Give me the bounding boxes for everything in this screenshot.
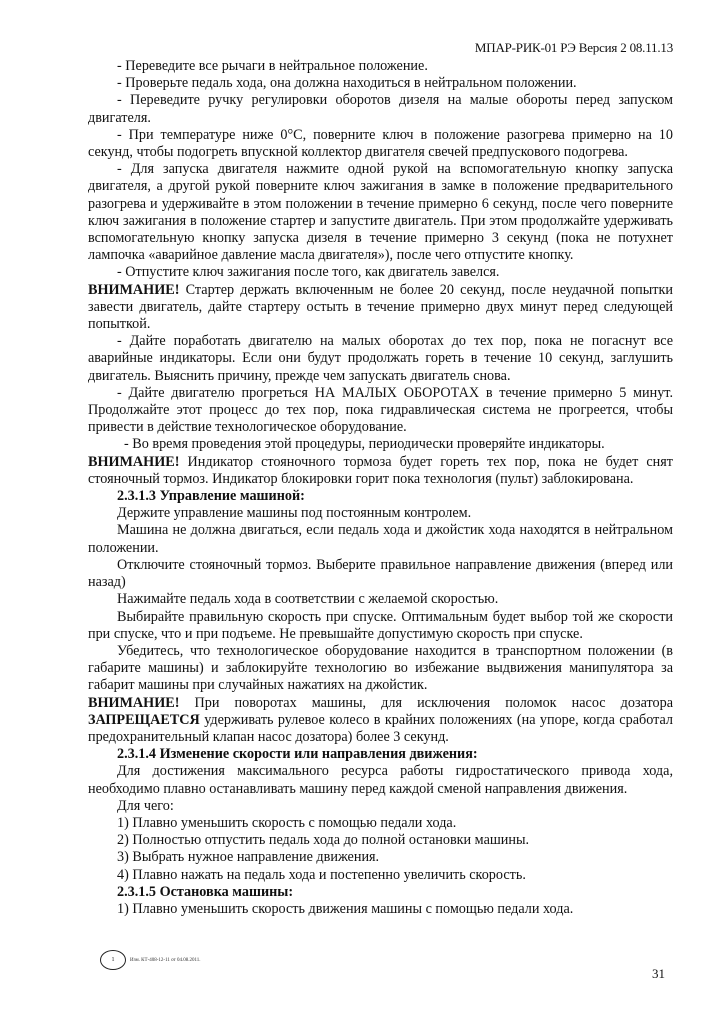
list-item: 3) Выбрать нужное направление движения.	[117, 849, 380, 866]
section-heading: 2.3.1.4 Изменение скорости или направления движения:	[117, 746, 478, 763]
body-paragraph: - Проверьте педаль хода, она должна находиться в нейтральном положении.	[117, 75, 577, 92]
warning-paragraph	[88, 695, 673, 747]
list-item: Для чего:	[117, 797, 174, 814]
body-paragraph: Для достижения максимального ресурса работы гидростатического привода хода, необходимо плавно останавливать машину перед каждой сменой направления движения.	[88, 763, 673, 797]
revision-note: Изм. КТ-408-12-11 от 04.08.2011.	[130, 957, 201, 963]
warning-text: Стартер держать включенным не более 20 секунд, после неудачной попытки завести двигатель, дайте стартеру остыть в течение примерно двух минут перед следующей попыткой.	[88, 281, 673, 333]
warning-label: ВНИМАНИЕ!	[88, 453, 180, 470]
body-paragraph: - Для запуска двигателя нажмите одной рукой на вспомогательную кнопку запуска двигателя, а другой рукой поверните ключ зажигания в замке в положение предварительного разогрева и удерживайте в этом положении в течение примерно 6 секунд, после чего поверните ключ зажигания в положение стартер и запустите двигатель. При этом продолжайте удерживать вспомогательную кнопку запуска дизеля в течение примерно 3 секунд (пока не потухнет лампочка «аварийное давление масла двигателя»), после чего отпустите кнопку.	[88, 161, 673, 264]
body-paragraph: Держите управление машины под постоянным контролем.	[117, 505, 472, 522]
warning-paragraph	[88, 454, 673, 488]
body-paragraph: Выбирайте правильную скорость при спуске. Оптимальным будет выбор той же скорости при спуске, что и при подъеме. Не превышайте допустимую скорость при спуске.	[88, 608, 673, 642]
body-paragraph: - Во время проведения этой процедуры, периодически проверяйте индикаторы.	[124, 436, 605, 453]
revision-stamp	[100, 950, 201, 970]
section-heading: 2.3.1.5 Остановка машины:	[117, 883, 294, 900]
list-item: 4) Плавно нажать на педаль хода и постепенно увеличить скорость.	[117, 866, 526, 883]
body-paragraph: - При температуре ниже 0°С, поверните ключ в положение разогрева примерно на 10 секунд, чтобы подогреть впускной коллектор двигателя свечей предпускового подогрева.	[88, 126, 673, 161]
list-item: 1) Плавно уменьшить скорость движения машины с помощью педали хода.	[117, 900, 574, 917]
body-paragraph: Машина не должна двигаться, если педаль хода и джойстик хода находятся в нейтральном положении.	[88, 522, 673, 556]
page-number: 31	[652, 966, 665, 981]
warning-label: ВНИМАНИЕ!	[88, 281, 180, 298]
body-paragraph: Убедитесь, что технологическое оборудование находится в транспортном положении (в габарите машины) и заблокируйте технологию во избежание выдвижения манипулятора за габарит машины при случайных нажатиях на джойстик.	[88, 642, 673, 694]
warning-paragraph	[88, 282, 673, 334]
revision-circle: 1	[100, 950, 126, 970]
body-paragraph: - Переведите все рычаги в нейтральное положение.	[117, 58, 428, 74]
body-paragraph: - Дайте поработать двигателю на малых оборотах до тех пор, пока не погаснут все аварийные индикаторы. Если они будут продолжать гореть в течение 10 секунд, заглушить двигатель. Выяснить причину, прежде чем запускать двигатель снова.	[88, 333, 673, 384]
warning-text: Индикатор стояночного тормоза будет гореть тех пор, пока не будет снят стояночный тормоз. Индикатор блокировки горит пока технология (пульт) заблокирована.	[88, 453, 673, 487]
list-item: 1) Плавно уменьшить скорость с помощью педали хода.	[117, 814, 457, 831]
prohibition-label: ЗАПРЕЩАЕТСЯ	[88, 711, 200, 728]
document-body	[88, 58, 673, 918]
warning-text-cont: удерживать рулевое колесо в крайних положениях (на упоре, когда сработал предохранительный клапан насос дозатора) более 3 секунд.	[88, 711, 673, 745]
list-item: 2) Полностью отпустить педаль хода до полной остановки машины.	[117, 832, 530, 849]
section-heading: 2.3.1.3 Управление машиной:	[117, 488, 305, 505]
warning-text: При поворотах машины, для исключения поломок насос дозатора	[179, 694, 673, 711]
body-paragraph: - Отпустите ключ зажигания после того, как двигатель завелся.	[117, 264, 500, 281]
body-paragraph: - Переведите ручку регулировки оборотов дизеля на малые обороты перед запуском двигателя.	[88, 92, 673, 126]
warning-label: ВНИМАНИЕ!	[88, 694, 180, 711]
body-paragraph: Отключите стояночный тормоз. Выберите правильное направление движения (вперед или назад)	[88, 556, 673, 591]
body-paragraph: Нажимайте педаль хода в соответствии с желаемой скоростью.	[117, 591, 499, 608]
body-paragraph: - Дайте двигателю прогреться НА МАЛЫХ ОБОРОТАХ в течение примерно 5 минут. Продолжайте этот процесс до тех пор, пока гидравлическая система не прогреется, чтобы привести в действие технологическое оборудование.	[88, 384, 673, 436]
document-header: МПАР-РИК-01 РЭ Версия 2 08.11.13	[474, 40, 673, 55]
